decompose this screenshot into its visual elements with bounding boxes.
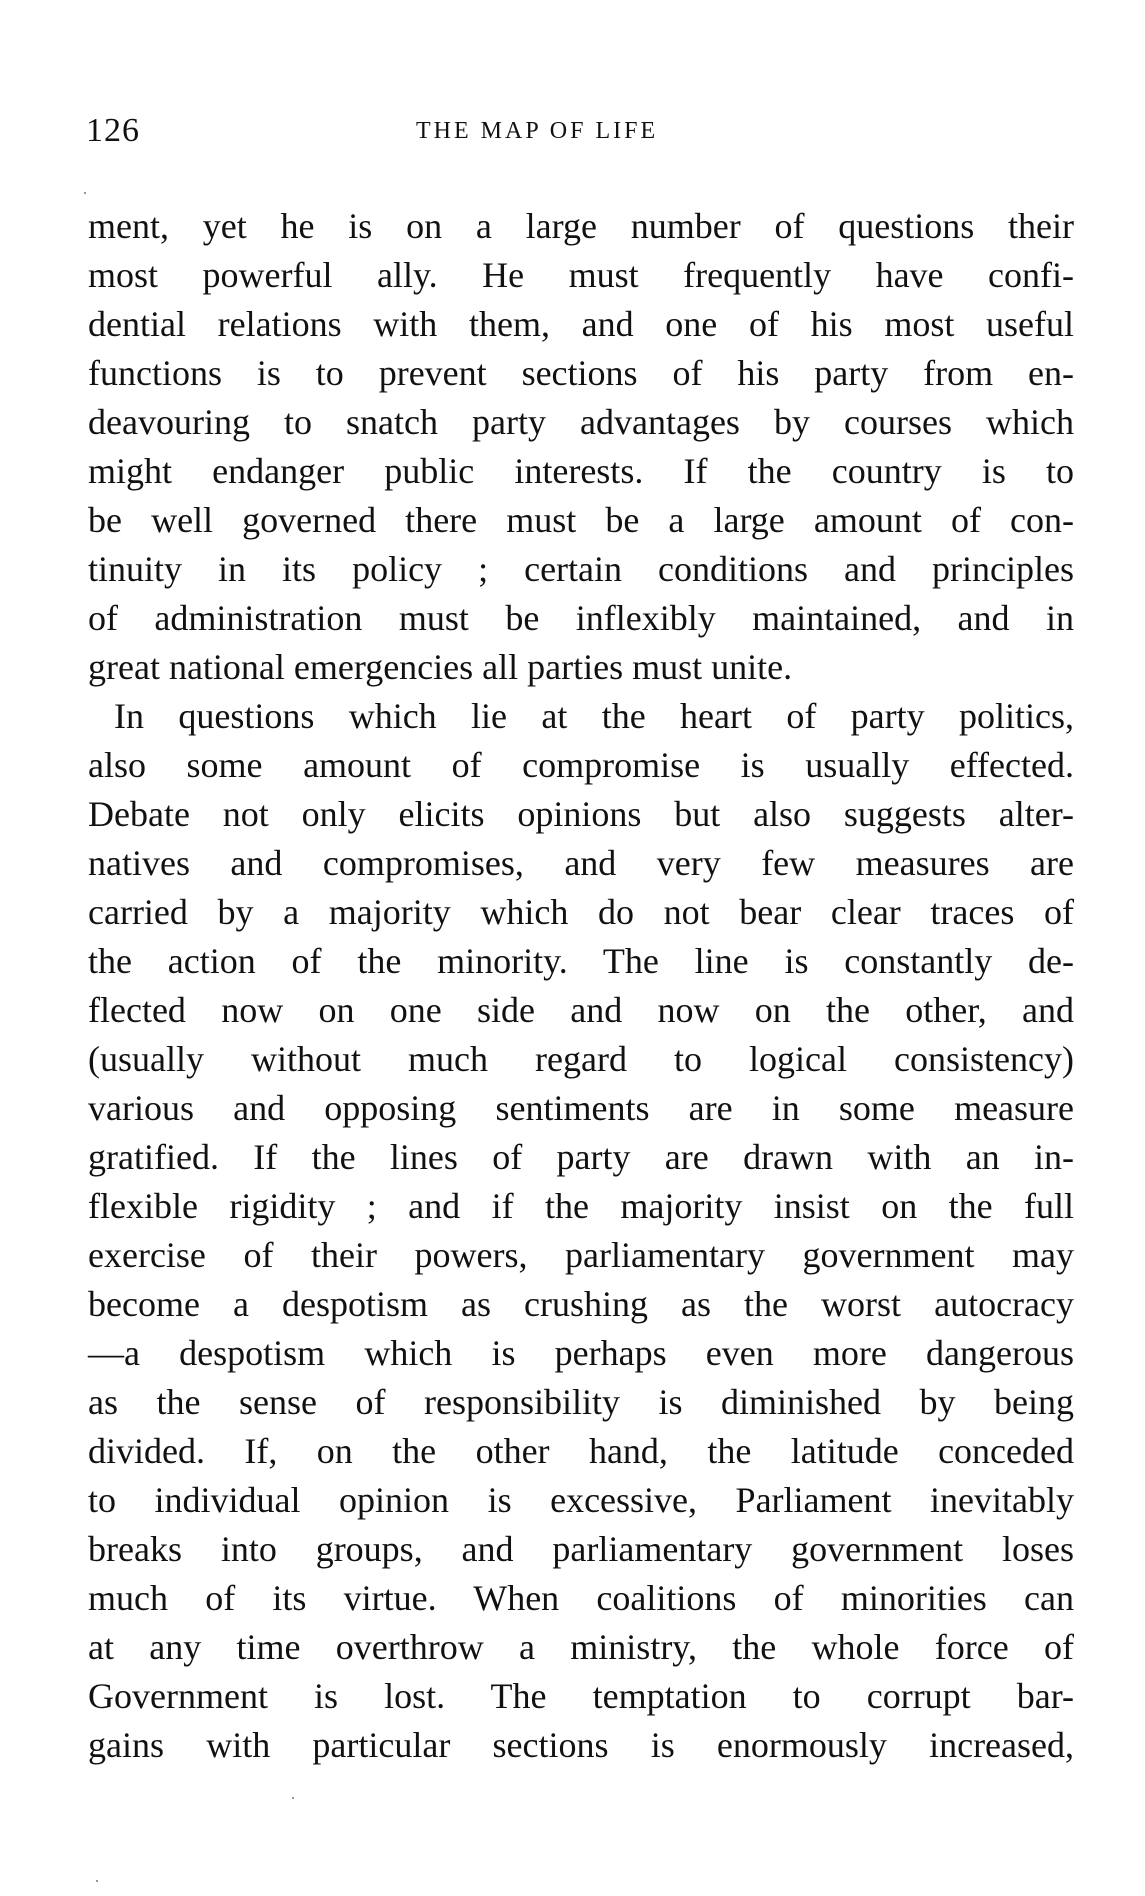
- text-line: flected now on one side and now on the other, and: [88, 990, 1074, 1030]
- text-line: flexible rigidity ; and if the majority insist on the full: [88, 1186, 1074, 1226]
- text-line: be well governed there must be a large amount of con-: [88, 500, 1074, 540]
- text-line: —a despotism which is perhaps even more dangerous: [88, 1333, 1074, 1373]
- text-line: In questions which lie at the heart of party politics,: [114, 696, 1074, 736]
- running-title: THE MAP OF LIFE: [416, 118, 659, 144]
- text-line: various and opposing sentiments are in some measure: [88, 1088, 1074, 1128]
- text-line: as the sense of responsibility is diminished by being: [88, 1382, 1074, 1422]
- paragraph-1: [88, 202, 1074, 692]
- text-line: at any time overthrow a ministry, the whole force of: [88, 1627, 1074, 1667]
- text-line: become a despotism as crushing as the worst autocracy: [88, 1284, 1074, 1324]
- text-line: carried by a majority which do not bear clear traces of: [88, 892, 1074, 932]
- text-line: of administration must be inflexibly maintained, and in: [88, 598, 1074, 638]
- text-line: gains with particular sections is enormously increased,: [88, 1725, 1074, 1765]
- text-line: functions is to prevent sections of his party from en-: [88, 353, 1074, 393]
- scan-speck: [84, 192, 86, 194]
- scan-speck: [96, 1880, 98, 1882]
- text-line: dential relations with them, and one of his most useful: [88, 304, 1074, 344]
- text-line: exercise of their powers, parliamentary government may: [88, 1235, 1074, 1275]
- text-line: Debate not only elicits opinions but also suggests alter-: [88, 794, 1074, 834]
- page-number: 126: [86, 112, 140, 149]
- text-line: natives and compromises, and very few measures are: [88, 843, 1074, 883]
- text-line: much of its virtue. When coalitions of minorities can: [88, 1578, 1074, 1618]
- text-line: most powerful ally. He must frequently have confi-: [88, 255, 1074, 295]
- text-line: (usually without much regard to logical consistency): [88, 1039, 1074, 1079]
- text-line: the action of the minority. The line is constantly de-: [88, 941, 1074, 981]
- text-line: might endanger public interests. If the country is to: [88, 451, 1074, 491]
- text-line: also some amount of compromise is usually effected.: [88, 745, 1074, 785]
- text-line: divided. If, on the other hand, the latitude conceded: [88, 1431, 1074, 1471]
- text-line: Government is lost. The temptation to corrupt bar-: [88, 1676, 1074, 1716]
- text-line: to individual opinion is excessive, Parliament inevitably: [88, 1480, 1074, 1520]
- text-line: ment, yet he is on a large number of questions their: [88, 206, 1074, 246]
- text-line: tinuity in its policy ; certain conditions and principles: [88, 549, 1074, 589]
- text-line: breaks into groups, and parliamentary government loses: [88, 1529, 1074, 1569]
- scan-speck: [292, 1797, 294, 1799]
- text-line: great national emergencies all parties must unite.: [88, 647, 793, 687]
- paragraph-2: [88, 692, 1074, 1770]
- text-line: deavouring to snatch party advantages by courses which: [88, 402, 1074, 442]
- body-text: [88, 202, 1074, 1770]
- text-line: gratified. If the lines of party are drawn with an in-: [88, 1137, 1074, 1177]
- page-header: [86, 112, 1074, 156]
